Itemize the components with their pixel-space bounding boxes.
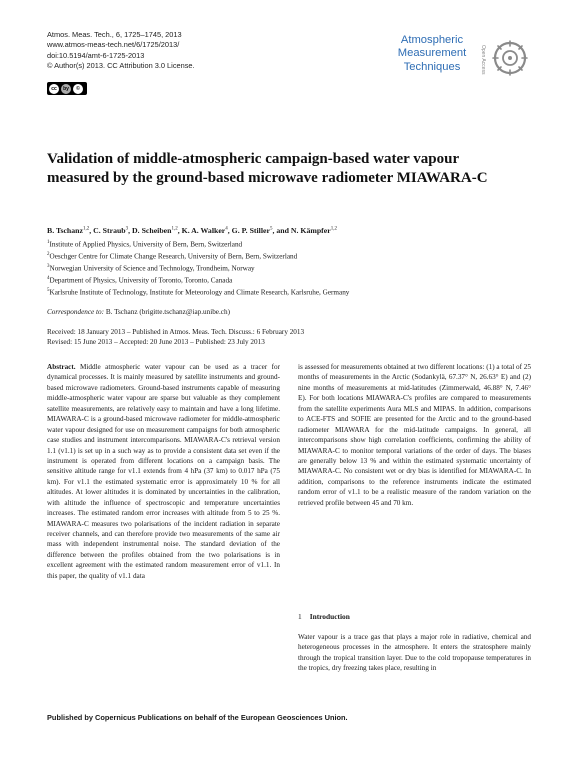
introduction-paragraph: Water vapour is a trace gas that plays a major role in radiative, chemical and heterogeneous processes in the atmosphere. It enters the stratosphere mainly through the tropical transition layer. Due to the cold tropopause temperatures in the tropics, dry freezing takes place, resulting in [298,633,531,673]
affiliation-text: Institute of Applied Physics, University of Bern, Bern, Switzerland [49,240,243,249]
author [47,226,93,235]
author [291,226,337,235]
affiliation-text: Oeschger Centre for Climate Change Research, University of Bern, Bern, Switzerland [49,252,298,261]
author-separator: , [89,226,94,235]
author-affiliation-ref: 1,2 [171,226,178,232]
copyright: © Author(s) 2013. CC Attribution 3.0 License. [47,61,195,71]
author-affiliation-ref: 1,2 [330,226,337,232]
affiliation [47,274,517,286]
abstract-paragraph [47,362,280,581]
abstract-text-right: is assessed for measurements obtained at two different locations: (1) a total of 25 months of measurements in the Arctic (Sodankylä, 67.37° N, 26.63° E) and (2) nine months of measurements at mid-latitudes (Zimmerwald, 46.88° N, 7.46° E). For both locations MIAWARA-C's profiles are compared to measurements from the satellite experiments Aura MLS and MIPAS. In addition, comparisons to ACE-FTS and SOFIE are presented for the Arctic and to the ground-based radiometer MIAWARA for the mid-latitude campaigns. In general, all intercomparisons show high correlation coefficients, confirming the ability of MIAWARA-C to monitor temporal variations of the order of days. The biases are generally below 13 % and within the estimated systematic uncertainty of MIAWARA-C. No consistent wet or dry bias is identified for MIAWARA-C. In addition, comparisons to the reference instruments indicate the estimated random error of v1.1 to be a realistic measure of the random variation on the retrieved profile between 45 and 70 km. [298,363,531,507]
received-line: Received: 18 January 2013 – Published in Atmos. Meas. Tech. Discuss.: 6 February 2013 [47,328,305,336]
open-access-label: Open Access [480,45,486,75]
author-name: K. A. Walker [181,226,226,235]
affiliation-text: Norwegian University of Science and Technology, Trondheim, Norway [49,264,255,273]
affiliation [47,250,517,262]
affiliation-list [47,238,517,298]
affiliation [47,238,517,250]
journal-name [386,34,478,74]
affiliation [47,262,517,274]
correspondence-email[interactable]: B. Tschanz (brigitte.tschanz@iap.unibe.ch) [104,308,230,316]
author-name: D. Scheiben [132,226,172,235]
journal-name-line3: Techniques [403,60,461,73]
cc-icon: cc [49,84,59,94]
author [132,226,182,235]
author-name: B. Tschanz [47,226,83,235]
article-header [47,30,195,72]
author-affiliation-ref: 1,2 [82,226,90,232]
section-heading-introduction [298,612,350,621]
author-separator: , [227,226,232,235]
affiliation-text: Karlsruhe Institute of Technology, Institute for Meteorology and Climate Research, Karlsruhe, Germany [49,288,350,297]
author [232,226,291,235]
introduction-text [298,632,531,674]
article-url[interactable]: www.atmos-meas-tech.net/6/1725/2013/ [47,40,180,50]
author-name: G. P. Stiller [231,226,270,235]
affiliation-number: 2 [47,251,50,257]
author-name: N. Kämpfer [290,226,331,235]
abstract-column-right [298,362,531,508]
citation: Atmos. Meas. Tech., 6, 1725–1745, 2013 [47,30,182,39]
section-title: Introduction [309,612,350,621]
publisher-footer: Published by Copernicus Publications on behalf of the European Geosciences Union. [47,713,348,722]
author-separator: , [177,226,182,235]
author-affiliation-ref: 4 [225,226,228,232]
author-affiliation-ref: 3 [125,226,129,232]
correspondence [47,308,230,316]
journal-logo-icon [490,36,530,80]
affiliation-number: 1 [47,240,50,245]
abstract-column-left [47,362,280,581]
journal-name-line1: Atmospheric [400,34,464,46]
author-affiliation-ref: 5 [269,226,273,232]
paper-title: Validation of middle-atmospheric campaign-based water vapour measured by the ground-based microwave radiometer MIAWARA-C [47,151,488,186]
author-separator: , [128,226,133,235]
section-number: 1 [298,612,302,621]
affiliation-text: Department of Physics, University of Toronto, Toronto, Canada [49,276,233,285]
by-icon: by [61,84,71,94]
doi[interactable]: doi:10.5194/amt-6-1725-2013 [47,50,145,60]
affiliation-number: 3 [47,263,50,269]
correspondence-label: Correspondence to: [47,308,105,316]
author-separator: , and [272,226,291,235]
publication-dates [47,327,304,348]
journal-name-line2: Measurement [397,47,467,60]
affiliation [47,286,517,298]
affiliation-number: 4 [47,275,50,281]
revised-line: Revised: 15 June 2013 – Accepted: 20 June 2013 – Published: 23 July 2013 [47,338,265,347]
author [182,226,232,235]
abstract-label: Abstract. [47,363,76,371]
author [93,226,132,235]
affiliation-number: 5 [47,287,50,293]
author-list [47,226,517,235]
cc-license-badge [47,82,87,95]
copyright-icon: © [73,84,83,94]
author-name: C. Straub [93,226,126,235]
abstract-text-left: Middle atmospheric water vapour can be used as a tracer for dynamical processes. It is mainly measured by satellite instruments and ground-based microwave radiometers. Ground-based instruments capable of measuring middle-atmospheric water vapour are sparse but valuable as they complement satellite measurements, are relatively easy to maintain and have a long lifetime. MIAWARA-C is a ground-based microwave radiometer for middle-atmospheric water vapour designed for use on measurement campaigns for both atmospheric case studies and instrument intercomparisons. MIAWARA-C's retrieval version 1.1 (v1.1) is set up in a such way as to provide a consistent data set even if the instrument is operated from different locations on a campaign basis. The sensitive altitude range for v1.1 extends from 4 hPa (37 km) to 0.017 hPa (75 km). For v1.1 the estimated systematic error is approximately 10 % for all altitudes. At lower altitudes it is dominated by uncertainties in the calibration, with altitude the influence of spectroscopic and temperature uncertainties increases. The estimated random error increases with altitude from 5 to 25 %. MIAWARA-C measures two polarisations of the incident radiation in separate receiver channels, and can therefore provide two measurements of the same air mass with independent instrumental noise. The standard deviation of the difference between the profiles obtained from the two polarisations is in excellent agreement with the estimated random measurement error of v1.1. In this paper, the quality of v1.1 data [47,363,280,580]
